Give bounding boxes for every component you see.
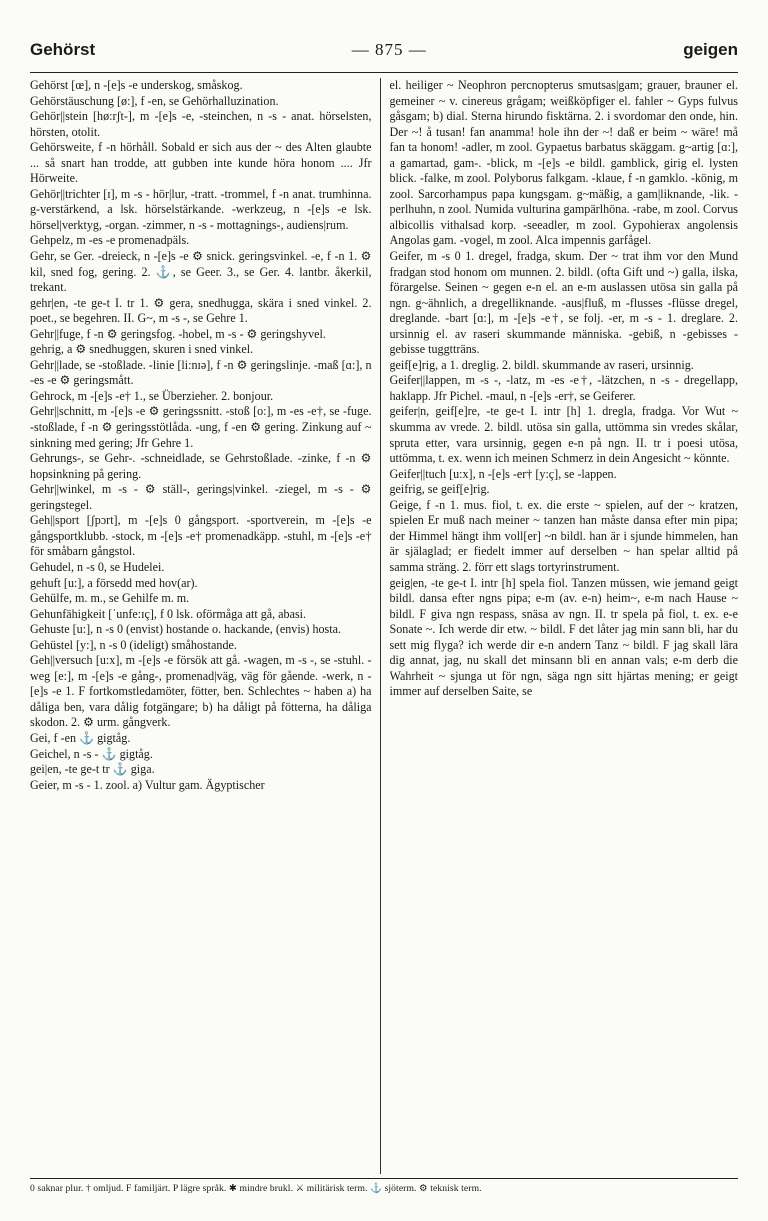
dictionary-entry: Gehr||lade, se -stoßlade. -linie [li:nɪə], f -n ⚙ geringslinje. -maß [ɑ:], n -es -e ⚙ geringsmått. bbox=[30, 357, 372, 388]
dictionary-entry: geif[e]rig, a 1. dreglig. 2. bildl. skummande av raseri, ursinnig. bbox=[389, 357, 694, 372]
right-column bbox=[390, 78, 739, 1174]
dictionary-entry: geifrig, se geif[e]rig. bbox=[389, 482, 490, 497]
page-header bbox=[30, 40, 738, 68]
dictionary-entry: Gehr, se Ger. -dreieck, n -[e]s -e ⚙ snick. geringsvinkel. -e, f -n 1. ⚙ kil, sned fog, gering. 2. ⚓, se Geer. 3., se Ger. 4. lantbr. åkerkil, trekant. bbox=[30, 249, 372, 295]
dictionary-entry: Geifer||tuch [u:x], n -[e]s -er† [y:ç], se -lappen. bbox=[389, 466, 617, 481]
dictionary-entry: Geichel, n -s - ⚓ gigtåg. bbox=[30, 746, 153, 761]
column-divider bbox=[380, 78, 381, 1174]
dictionary-entry: Gehrock, m -[e]s -e† 1., se Überzieher. 2. bonjour. bbox=[30, 388, 274, 403]
left-guide-word: Gehörst bbox=[30, 40, 96, 59]
dictionary-entry: Gehuste [u:], n -s 0 (envist) hostande o. hackande, (envis) hosta. bbox=[30, 622, 341, 637]
dictionary-entry: geig|en, -te ge-t I. intr [h] spela fiol. Tanzen müssen, wie jemand geigt bildl. dansa efter ngns pipa; e-m (av. e-n) heim~, e-m nach Hause ~ bildl. F giva ngn respass, snäsa av ngn. II. tr spela på fiol, t. ex. e-e Sonate ~. Ich werde dir etw. ~ bildl. F det låter jag min sann bli, har du sett mig flyga? ich werde dir e-n andern Tanz ~ bildl. F jag skall lära dig annat, jag, nu skall det minsann bli en annan vals; e-m derb die Wahrheit ~ sjunga ut för ngn, säga ngn sitt hjärtas mening; er geigt immer auf derselben Saite, se bbox=[389, 575, 738, 699]
dictionary-entry: Gehör||stein [hø:rʃt-], m -[e]s -e, -steinchen, n -s - anat. hörselsten, hörsten, otolit. bbox=[30, 109, 372, 139]
dictionary-entry: Gehörstäuschung [ø:], f -en, se Gehörhalluzination. bbox=[30, 93, 279, 108]
page-number: — 875 — bbox=[351, 40, 427, 59]
dictionary-entry: Gehr||winkel, m -s - ⚙ ställ-, gerings|vinkel. -ziegel, m -s - ⚙ geringstegel. bbox=[30, 482, 372, 512]
dictionary-entry: gehrig, a ⚙ snedhuggen, skuren i sned vinkel. bbox=[30, 342, 254, 357]
dictionary-entry: Gehörsweite, f -n hörhåll. Sobald er sich aus der ~ des Alten glaubte ... så snart han trodde, att gubben inte kunde höra honom .... Jfr Hörweite. bbox=[30, 140, 372, 186]
dictionary-entry: Geh||versuch [u:x], m -[e]s -e försök att gå. -wagen, m -s -, se -stuhl. -weg [e:], m -[e]s -e gång-, promenad|väg, väg för gående. -werk, n -[e]s -e 1. F fortkomstledamöter, fötter, ben. Schlechtes ~ haben a) ha dåliga ben, vara dålig fotgängare; b) ha dåligt på fötterna, ha dåliga skodon. 2. ⚙ urm. gångverk. bbox=[30, 653, 372, 730]
dictionary-entry: gehuft [u:], a försedd med hov(ar). bbox=[30, 575, 198, 590]
dictionary-entry: Geh||sport [ʃpɔrt], m -[e]s 0 gångsport. -sportverein, m -[e]s -e gångsportklubb. -stock, m -[e]s -e† promenadkäpp. -stuhl, m -[e]s -e† för småbarn gångstol. bbox=[30, 513, 372, 559]
abbreviation-key: 0 saknar plur. † omljud. F familjärt. P lägre språk. ✱ mindre brukl. ⚔ militärisk term. ⚓ sjöterm. ⚙ teknisk term. bbox=[30, 1183, 482, 1194]
dictionary-entry: Gehrungs-, se Gehr-. -schneidlade, se Gehrstoßlade. -zinke, f -n ⚙ hopsinkning på gering. bbox=[30, 451, 372, 481]
dictionary-entry: el. heiliger ~ Neophron percnopterus smutsas|gam; grauer, brauner el. gemeiner ~ v. cinereus grågam; weißköpfiger el. fahler ~ Gyps fulvus gåsgam; b) dial. Sterna hirundo fisktärna. 2. i svordomar den onde, hin. Der ~! å tusan! fan anamma! hole ihn der ~! daß er beim ~ wäre! må fan ta honom! -adler, m zool. Gypaetus barbatus skäggam. g~artig [ɑ:], a gamartad, gam-. -blick, m -[e]s -e bildl. gamblick, girig el. lysten blick. -falke, m zool. Polyborus falkgam. -klaue, f -n gamklo. -könig, m zool. Sarcorhampus papa kungsgam. g~mäßig, a gam|liknande, -lik. -perlhuhn, n zool. Numida vulturina gampärlhöna. -rabe, m zool. Corvus albicollis vithalsad korp. -seeadler, m zool. Gypohierax angolensis Angolas gam. -vogel, m zool. Alca impennis garfågel. bbox=[389, 78, 738, 248]
dictionary-entry: geifer|n, geif[e]re, -te ge-t I. intr [h] 1. dregla, fradga. Vor Wut ~ skumma av vrede. 2. bildl. utösa sin galla, uttömma sin vredes skålar, spruta etter, vara ursinnig, gegen e-n på ngn. II. tr i poesi utösa, uttömma, t. ex. wenn ich meinen Schmerz in dein Angesicht ~ könnte. bbox=[389, 404, 738, 466]
header-rule bbox=[30, 72, 738, 73]
right-guide-word: geigen bbox=[683, 40, 738, 59]
dictionary-entry: Geifer, m -s 0 1. dregel, fradga, skum. Der ~ trat ihm vor den Mund fradgan stod honom om munnen. 2. bildl. (ofta Gift und ~) galla, ilska, förargelse. Seinen ~ gegen e-n el. an e-m auslassen utösa sin galla på ngn. g~ähnlich, a dregelliknande. -aus|fluß, m -flusses -flüsse dregel, dreglande. -bart [ɑ:], m -[e]s -e†, se folj. -er, m -s - 1. dreglare. 2. ursinnig el. av raseri skummande människa. -gebiß, n -gebisses -gebisse tuggtträns. bbox=[389, 249, 738, 357]
dictionary-entry: Gehr||fuge, f -n ⚙ geringsfog. -hobel, m -s - ⚙ geringshyvel. bbox=[30, 326, 326, 341]
footer-rule bbox=[30, 1178, 738, 1179]
columns bbox=[30, 78, 738, 1174]
dictionary-entry: Gehudel, n -s 0, se Hudelei. bbox=[30, 559, 165, 574]
dictionary-entry: Geige, f -n 1. mus. fiol, t. ex. die erste ~ spielen, auf der ~ kratzen, spielen Er muß nach meiner ~ tanzen han måste dansa efter min pipa; der Himmel hängt ihm voll[er] ~n bildl. han är i sjunde himmelen, han är själaglad; er fiedelt immer auf derselben ~ han spelar alltid på samma sträng. 2. förr ett slags tortyrinstrument. bbox=[389, 497, 738, 574]
dictionary-entry: Geifer||lappen, m -s -, -latz, m -es -e†, -lätzchen, n -s - dregellapp, haklapp. Jfr Pichel. -maul, n -[e]s -er†, se Geiferer. bbox=[389, 373, 738, 403]
dictionary-entry: Gehr||schnitt, m -[e]s -e ⚙ geringssnitt. -stoß [o:], m -es -e†, se -fuge. -stoßlade, f -n ⚙ geringsstötlåda. -ung, f -en ⚙ gering. Zinkung auf ~ sinkning med gering; Jfr Gehre 1. bbox=[30, 404, 372, 450]
dictionary-entry: Gehunfähigkeit [ˈunfe:ɪç], f 0 lsk. oförmåga att gå, abasi. bbox=[30, 606, 307, 621]
dictionary-entry: gei|en, -te ge-t tr ⚓ giga. bbox=[30, 762, 155, 777]
dictionary-entry: Gei, f -en ⚓ gigtåg. bbox=[30, 730, 131, 745]
left-column bbox=[30, 78, 380, 1174]
dictionary-entry: Gehülfe, m. m., se Gehilfe m. m. bbox=[30, 591, 190, 606]
dictionary-entry: gehr|en, -te ge-t I. tr 1. ⚙ gera, snedhugga, skära i sned vinkel. 2. poet., se begehren. II. G~, m -s -, se Gehre 1. bbox=[30, 295, 372, 326]
dictionary-entry: Gehüstel [y:], n -s 0 (ideligt) småhostande. bbox=[30, 637, 237, 652]
dictionary-entry: Geier, m -s - 1. zool. a) Vultur gam. Ägyptischer bbox=[30, 777, 265, 792]
dictionary-entry: Gehpelz, m -es -e promenadpäls. bbox=[30, 233, 190, 248]
dictionary-entry: Gehör||trichter [ɪ], m -s - hör|lur, -tratt. -trommel, f -n anat. trumhinna. g-verstärkend, a lsk. hörselstärkande. -werkzeug, n -[e]s -e lsk. hörsel|verktyg, -organ. -zimmer, n -s - mottagnings-, audiens|rum. bbox=[30, 186, 372, 232]
dictionary-entry: Gehörst [œ], n -[e]s -e underskog, småskog. bbox=[30, 78, 243, 92]
